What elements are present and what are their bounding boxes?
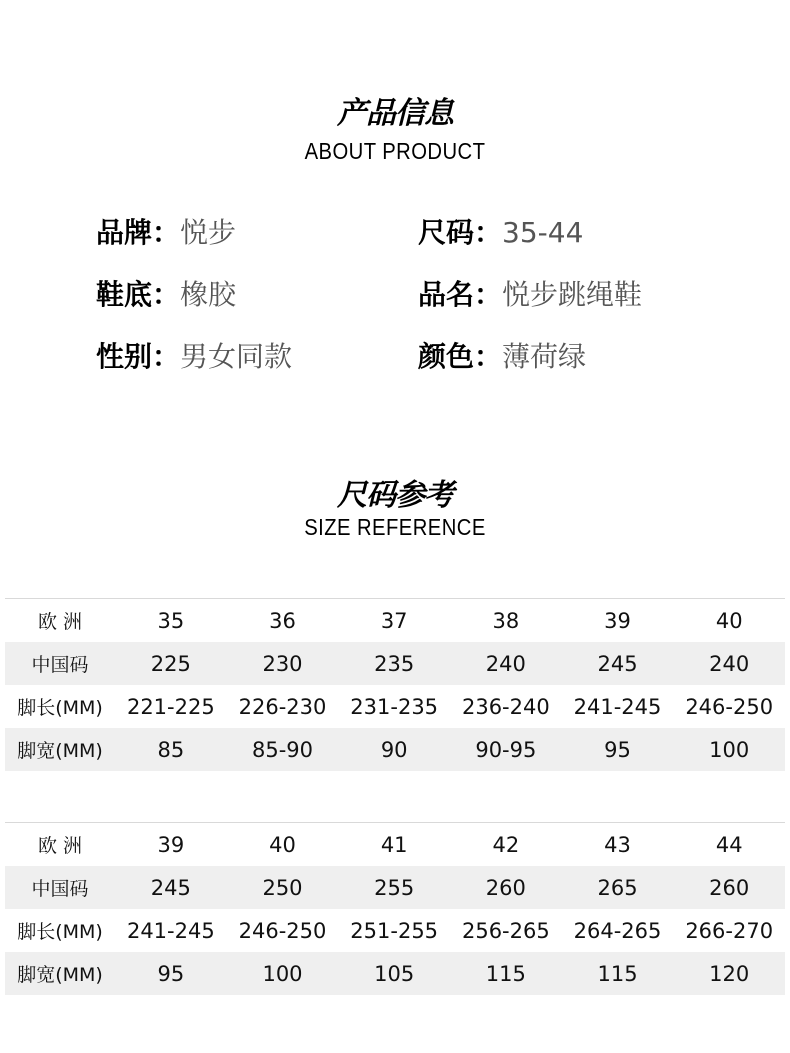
table-cell: 90-95 xyxy=(475,737,537,762)
table-cell: 240 xyxy=(709,651,750,676)
table-row-cn xyxy=(5,642,785,685)
table-row-foot-width xyxy=(5,728,785,771)
product-info-title: 产品信息 xyxy=(337,96,453,131)
size-table-2 xyxy=(5,822,785,995)
table-cell: 256-265 xyxy=(461,918,550,943)
table-cell: 225 xyxy=(150,651,191,676)
table-cell: 265 xyxy=(597,875,638,900)
size-table-1 xyxy=(5,598,785,771)
table-cell: 246-250 xyxy=(238,918,327,943)
table-row-foot-length xyxy=(5,909,785,952)
table-cell: 43 xyxy=(604,832,631,857)
table-cell: 39 xyxy=(157,832,185,857)
row-header: 中国码 xyxy=(31,878,89,900)
table-cell: 230 xyxy=(262,651,303,676)
row-header: 中国码 xyxy=(31,654,89,676)
info-label: 尺码： xyxy=(418,216,503,249)
table-cell: 221-225 xyxy=(126,694,215,719)
table-cell: 95 xyxy=(604,737,631,762)
table-cell: 85-90 xyxy=(251,737,314,762)
table-cell: 241-245 xyxy=(126,918,215,943)
info-value: 男女同款 xyxy=(180,340,293,373)
info-product-name xyxy=(418,278,642,312)
size-reference-subtitle: SIZE REFERENCE xyxy=(304,514,486,540)
table-cell: 250 xyxy=(262,875,303,900)
table-cell: 39 xyxy=(604,608,631,633)
table-cell: 245 xyxy=(150,875,191,900)
table-cell: 260 xyxy=(709,875,750,900)
info-label: 品名： xyxy=(418,278,503,311)
size-reference-title: 尺码参考 xyxy=(337,478,453,513)
table-cell: 41 xyxy=(380,832,408,857)
table-cell: 40 xyxy=(715,608,743,633)
table-cell: 255 xyxy=(374,875,415,900)
info-label: 品牌： xyxy=(96,216,181,249)
info-value: 悦步跳绳鞋 xyxy=(502,278,643,311)
table-cell: 251-255 xyxy=(350,918,439,943)
table-cell: 235 xyxy=(374,651,415,676)
info-gender xyxy=(96,340,292,374)
table-cell: 44 xyxy=(715,832,743,857)
table-cell: 264-265 xyxy=(573,918,662,943)
table-cell: 236-240 xyxy=(461,694,550,719)
row-header: 脚宽(MM) xyxy=(17,740,103,762)
table-cell: 85 xyxy=(157,737,185,762)
info-brand xyxy=(96,216,236,250)
table-cell: 115 xyxy=(597,961,638,986)
table-cell: 231-235 xyxy=(350,694,439,719)
table-row-foot-width xyxy=(5,952,785,995)
table-cell: 115 xyxy=(485,961,526,986)
info-label: 性别： xyxy=(96,340,181,373)
row-header: 欧 洲 xyxy=(37,611,83,633)
table-cell: 100 xyxy=(709,737,750,762)
info-value: 薄荷绿 xyxy=(502,340,587,373)
table-row-eu xyxy=(5,599,785,642)
table-cell: 90 xyxy=(380,737,408,762)
table-cell: 36 xyxy=(269,608,296,633)
table-cell: 95 xyxy=(157,961,185,986)
table-cell: 241-245 xyxy=(573,694,662,719)
table-cell: 100 xyxy=(262,961,303,986)
table-cell: 35 xyxy=(157,608,185,633)
info-size-range xyxy=(418,216,583,250)
table-row-cn xyxy=(5,866,785,909)
table-cell: 37 xyxy=(380,608,408,633)
table-cell: 38 xyxy=(492,608,520,633)
info-value: 悦步 xyxy=(180,216,237,249)
table-row-eu xyxy=(5,823,785,866)
info-label: 鞋底： xyxy=(96,278,181,311)
product-info-subtitle: ABOUT PRODUCT xyxy=(304,138,486,164)
table-row-foot-length xyxy=(5,685,785,728)
table-cell: 120 xyxy=(709,961,750,986)
row-header: 脚长(MM) xyxy=(17,697,103,719)
info-value: 橡胶 xyxy=(180,278,237,311)
table-cell: 245 xyxy=(597,651,638,676)
table-cell: 260 xyxy=(485,875,526,900)
table-cell: 240 xyxy=(485,651,526,676)
info-label: 颜色： xyxy=(418,340,503,373)
table-cell: 42 xyxy=(492,832,520,857)
info-sole xyxy=(96,278,236,312)
table-cell: 40 xyxy=(269,832,296,857)
table-cell: 246-250 xyxy=(685,694,774,719)
row-header: 脚长(MM) xyxy=(17,921,103,943)
info-color xyxy=(418,340,586,374)
row-header: 脚宽(MM) xyxy=(17,964,103,986)
table-cell: 266-270 xyxy=(685,918,774,943)
row-header: 欧 洲 xyxy=(37,835,83,857)
table-cell: 105 xyxy=(374,961,415,986)
table-cell: 226-230 xyxy=(238,694,327,719)
info-value: 35-44 xyxy=(502,216,584,249)
